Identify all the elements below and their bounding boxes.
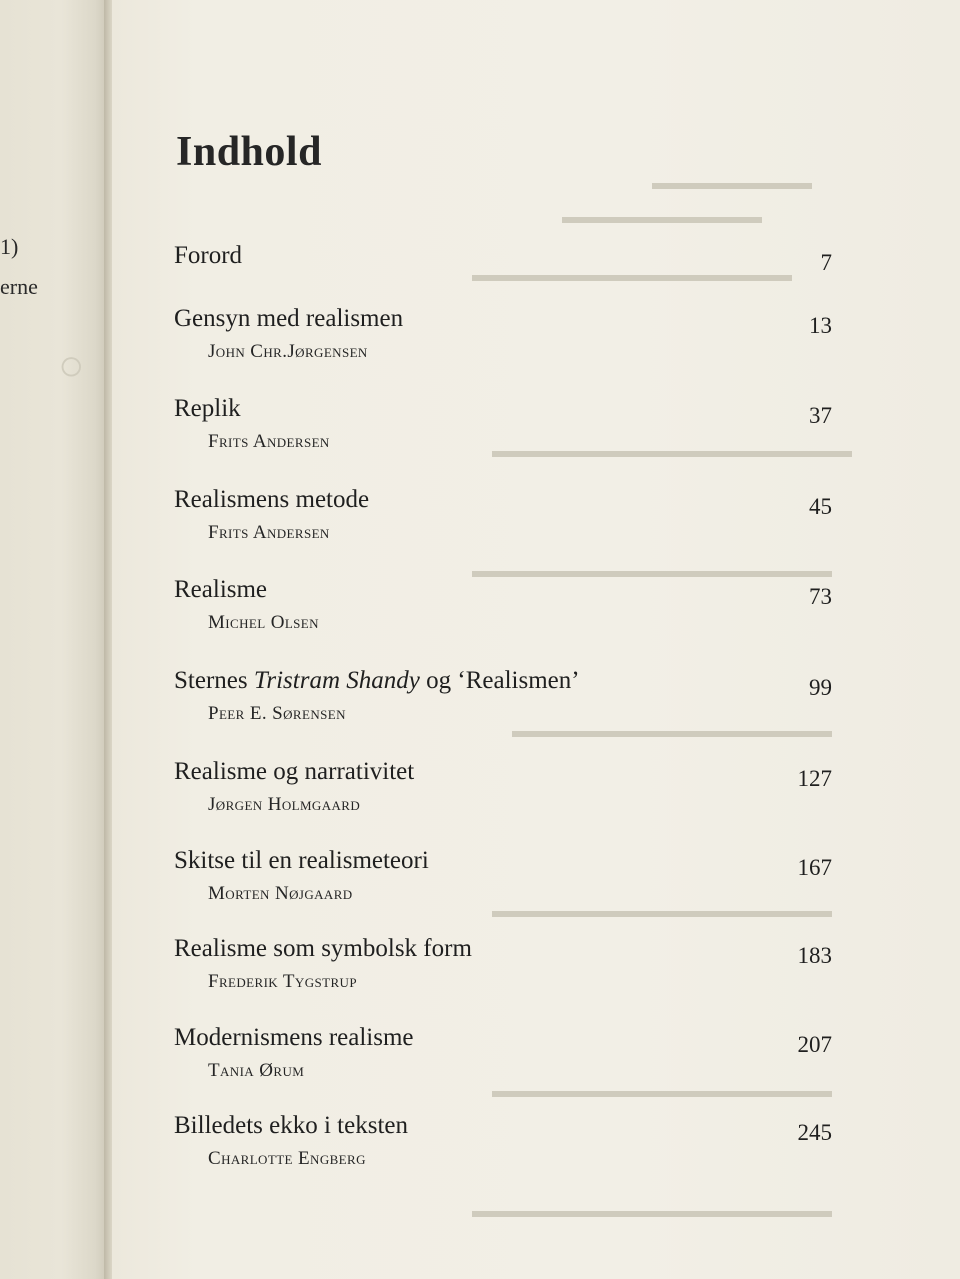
toc-entry-title bbox=[174, 667, 580, 695]
contents-page bbox=[112, 0, 960, 1279]
toc-entry-page: 73 bbox=[809, 584, 832, 609]
toc-entry-title: Replik bbox=[174, 395, 241, 422]
toc-entry-page: 207 bbox=[797, 1032, 832, 1057]
toc-entry bbox=[112, 395, 960, 465]
toc-entry-title: Modernismens realisme bbox=[174, 1024, 414, 1051]
bleed-through-text: ▬▬▬▬▬▬▬▬▬▬▬▬▬▬▬▬▬▬ bbox=[472, 560, 832, 582]
toc-entry bbox=[112, 847, 960, 917]
toc-entry bbox=[112, 1024, 960, 1094]
bleed-through-text: ▬▬▬▬▬▬▬▬▬▬▬▬▬▬▬▬ bbox=[512, 720, 832, 742]
toc-entry-page: 167 bbox=[797, 855, 832, 880]
toc-entry-author: Charlotte Engberg bbox=[208, 1148, 366, 1169]
toc-entry-author: John Chr.Jørgensen bbox=[208, 341, 368, 362]
toc-entry bbox=[112, 242, 960, 312]
toc-entry-title-part: Sternes bbox=[174, 667, 254, 694]
toc-entry-author: Jørgen Holmgaard bbox=[208, 794, 361, 815]
toc-entry-title: Realisme bbox=[174, 576, 268, 603]
toc-entry-author: Peer E. Sørensen bbox=[208, 703, 346, 724]
bleed-through-shape: ○ bbox=[58, 341, 85, 390]
toc-entry-title-part: og ‘Realismen’ bbox=[419, 667, 580, 694]
previous-page-edge bbox=[0, 0, 112, 1279]
bleed-through-text: ▬▬▬▬▬▬▬▬ bbox=[652, 172, 812, 194]
toc-entry bbox=[112, 935, 960, 1005]
toc-entry-author: Morten Nøjgaard bbox=[208, 883, 353, 904]
toc-entry-page: 13 bbox=[809, 313, 832, 338]
toc-entry-page: 99 bbox=[809, 675, 832, 700]
toc-entry bbox=[112, 305, 960, 375]
left-page-fragment: erne bbox=[0, 274, 38, 299]
bleed-through-text: ▬▬▬▬▬▬▬▬▬▬▬▬▬▬▬▬▬ bbox=[492, 1080, 832, 1102]
bleed-through-text: ▬▬▬▬▬▬▬▬▬▬▬▬▬▬▬▬ bbox=[472, 264, 792, 286]
toc-entry-title: Skitse til en realismeteori bbox=[174, 847, 429, 874]
bleed-through-text: ▬▬▬▬▬▬▬▬▬▬▬▬▬▬▬▬▬▬ bbox=[472, 1200, 832, 1222]
toc-entry-author: Tania Ørum bbox=[208, 1060, 305, 1081]
toc-entry bbox=[112, 667, 960, 737]
toc-entry-title: Realismens metode bbox=[174, 486, 370, 513]
toc-entry-title: Billedets ekko i teksten bbox=[174, 1112, 408, 1139]
toc-entry-title: Realisme som symbolsk form bbox=[174, 935, 472, 962]
toc-entry-page: 183 bbox=[797, 943, 832, 968]
toc-entry-author: Frederik Tygstrup bbox=[208, 971, 357, 992]
toc-entry-title: Gensyn med realismen bbox=[174, 305, 404, 332]
toc-entry bbox=[112, 576, 960, 646]
page-title: Indhold bbox=[176, 129, 322, 175]
toc-entry-title-italic: Tristram Shandy bbox=[253, 667, 420, 694]
toc-entry-page: 245 bbox=[797, 1120, 832, 1145]
toc-entry bbox=[112, 486, 960, 556]
bleed-through-text: ▬▬▬▬▬▬▬▬▬▬▬▬▬▬▬▬▬▬ bbox=[492, 440, 852, 462]
toc-entry-page: 45 bbox=[809, 494, 832, 519]
toc-entry bbox=[112, 758, 960, 828]
toc-entry-page: 37 bbox=[809, 403, 832, 428]
toc-entry-title: Realisme og narrativitet bbox=[174, 758, 415, 785]
toc-entry bbox=[112, 1112, 960, 1182]
bleed-through-text: ▬▬▬▬▬▬▬▬▬▬ bbox=[562, 206, 762, 228]
left-page-fragment: 1) bbox=[0, 234, 19, 259]
toc-entry-page: 7 bbox=[820, 250, 832, 275]
toc-entry-author: Frits Andersen bbox=[208, 431, 330, 452]
toc-entry-title: Forord bbox=[174, 242, 243, 269]
toc-entry-page: 127 bbox=[797, 766, 832, 791]
toc-entry-author: Michel Olsen bbox=[208, 612, 319, 633]
bleed-through-text: ▬▬▬▬▬▬▬▬▬▬▬▬▬▬▬▬▬ bbox=[492, 900, 832, 922]
toc-entry-author: Frits Andersen bbox=[208, 522, 330, 543]
